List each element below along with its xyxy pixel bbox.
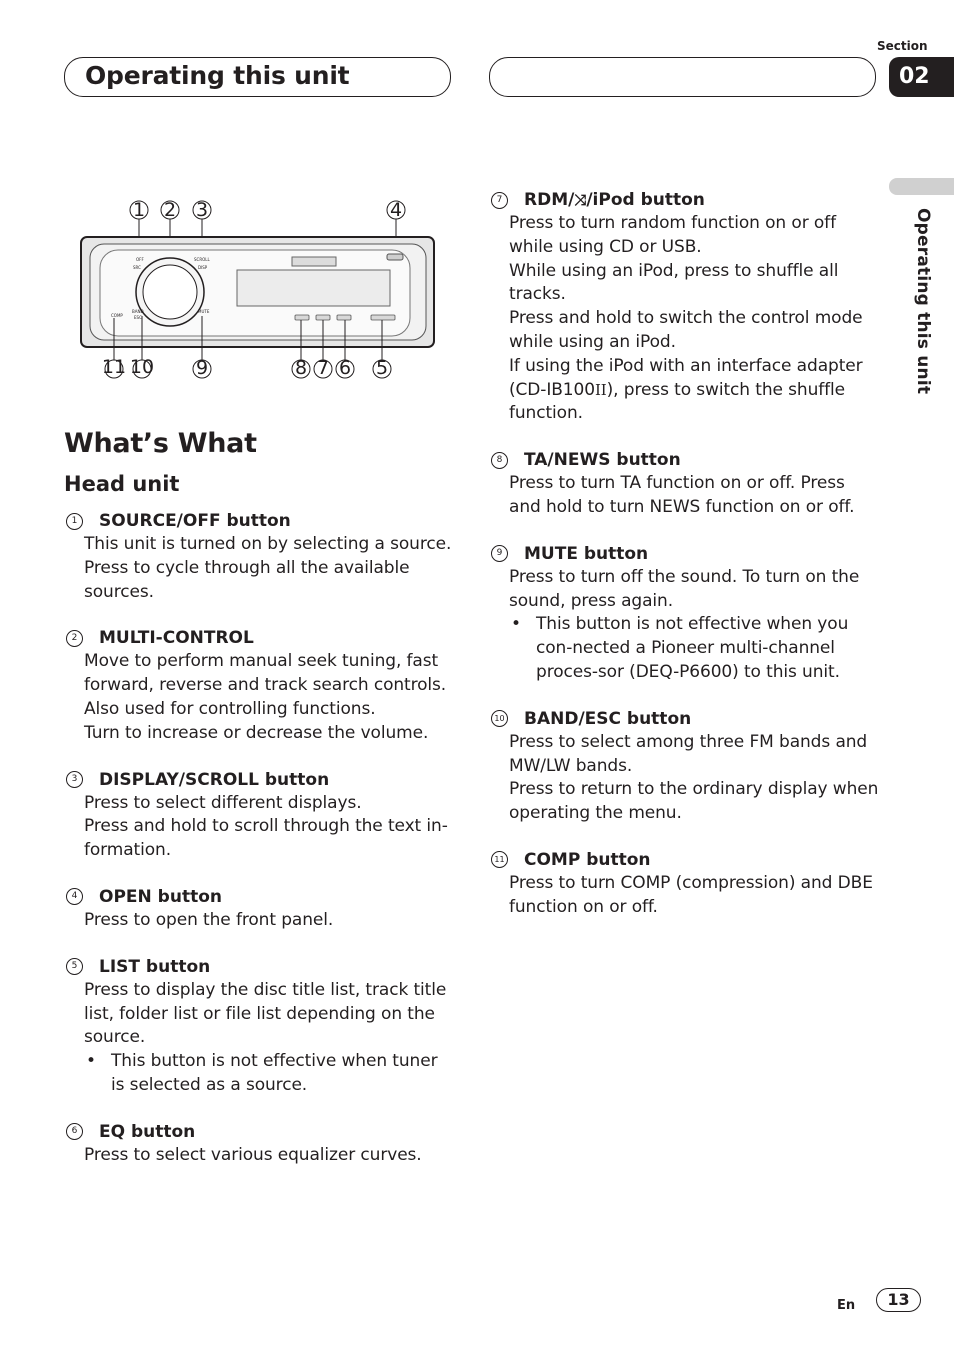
- callout-1: 1: [132, 199, 146, 221]
- item-line: This unit is turned on by selecting a source.: [84, 534, 452, 554]
- item-number: 2: [66, 630, 83, 647]
- item-line: Move to perform manual seek tuning, fast forward, reverse and track search controls.: [84, 651, 447, 696]
- item-line: Press to turn COMP (compression) and DBE function on or off.: [509, 872, 873, 917]
- panel-label-comp: COMP: [111, 313, 123, 318]
- item-number: 1: [66, 513, 83, 530]
- item-number: 10: [491, 710, 508, 727]
- right-column: [489, 188, 881, 942]
- item-number: 9: [491, 545, 508, 562]
- header-title-pill: [64, 57, 451, 97]
- item-title: DISPLAY/SCROLL button: [99, 769, 330, 790]
- item-11: [489, 848, 881, 920]
- item-title: LIST button: [99, 956, 211, 977]
- panel-label-off: OFF: [136, 257, 144, 262]
- header-title: Operating this unit: [85, 61, 350, 90]
- callout-2: 2: [163, 199, 177, 221]
- item-title: TA/NEWS button: [524, 450, 681, 471]
- item-title: EQ button: [99, 1121, 196, 1142]
- item-line: Press to cycle through all the available sources.: [84, 557, 410, 602]
- side-tab-text: Operating this unit: [913, 208, 933, 395]
- page-heading: What’s What: [64, 428, 257, 459]
- item-line: Press to turn random function on or off while using CD or USB.: [509, 213, 836, 257]
- callouts-top: [130, 199, 405, 221]
- item-title: BAND/ESC button: [524, 708, 692, 729]
- page-subheading: Head unit: [64, 472, 180, 496]
- item-4: [64, 885, 456, 933]
- callout-8: 8: [294, 357, 308, 379]
- item-title: MUTE button: [524, 543, 649, 564]
- item-number: 3: [66, 771, 83, 788]
- callout-7: 7: [316, 357, 330, 379]
- item-number: 5: [66, 958, 83, 975]
- panel-label-band: BAND: [132, 309, 144, 314]
- panel-label-scroll: SCROLL: [194, 257, 210, 262]
- item-line: Turn to increase or decrease the volume.: [84, 722, 429, 743]
- section-number-tab: 02: [889, 57, 954, 97]
- panel-label-mute: MUTE: [198, 309, 210, 314]
- item-number: 4: [66, 888, 83, 905]
- item-line: Press to turn off the sound. To turn on the sound, press again.: [509, 566, 860, 611]
- head-unit-illustration: [64, 192, 456, 392]
- item-6: [64, 1120, 456, 1168]
- bullet-note: • This button is not effective when you con-nected a Pioneer multi-channel proces-sor (DEQ-P6600) to this unit.: [511, 614, 849, 682]
- callouts-bottom: [102, 356, 391, 379]
- footer-language: En: [837, 1298, 856, 1313]
- item-line: Press to select among three FM bands and MW/LW bands.: [509, 731, 868, 776]
- item-10: [489, 707, 881, 826]
- callout-11: 11: [101, 356, 127, 378]
- section-label: Section: [877, 39, 928, 53]
- item-8: [489, 448, 881, 520]
- item-line: Press to turn TA function on or off. Press and hold to turn NEWS function on or off.: [509, 473, 855, 517]
- item-line: Press to display the disc title list, track title list, folder list or file list depending on the source.: [84, 979, 447, 1048]
- header-blank-pill: [489, 57, 876, 97]
- item-number: 7: [491, 192, 508, 209]
- item-line: Press to select different displays.: [84, 792, 362, 813]
- panel-label-disp: DISP: [198, 265, 208, 270]
- item-line: While using an iPod, press to shuffle all tracks.: [509, 260, 839, 305]
- item-2: [64, 626, 456, 745]
- item-7: [489, 188, 881, 426]
- panel-label-src: SRC: [133, 265, 141, 270]
- left-column: [64, 509, 456, 1190]
- item-number: 6: [66, 1123, 83, 1140]
- item-number: 8: [491, 452, 508, 469]
- callout-4: 4: [389, 199, 403, 221]
- item-title: MULTI-CONTROL: [99, 628, 254, 649]
- item-1: [64, 509, 456, 604]
- item-title: COMP button: [524, 849, 651, 870]
- shuffle-icon: ⤨: [574, 191, 587, 209]
- item-line: Press and hold to scroll through the text in-formation.: [84, 816, 448, 861]
- bullet-note: • This button is not effective when tuner is selected as a source.: [86, 1051, 438, 1095]
- item-line: Also used for controlling functions.: [84, 698, 376, 719]
- item-9: [489, 542, 881, 685]
- item-3: [64, 768, 456, 863]
- callout-3: 3: [195, 199, 209, 221]
- item-title: OPEN button: [99, 886, 222, 907]
- item-line: Press to select various equalizer curves.: [84, 1144, 422, 1165]
- callout-10: 10: [129, 356, 155, 378]
- item-number: 11: [491, 851, 508, 868]
- panel-label-esc: ESC: [134, 315, 142, 320]
- item-line: Press to return to the ordinary display when operating the menu.: [509, 779, 879, 824]
- callout-9: 9: [195, 357, 209, 379]
- item-line: Press and hold to switch the control mode while using an iPod.: [509, 308, 863, 352]
- item-line: Press to open the front panel.: [84, 909, 334, 930]
- item-line: If using the iPod with an interface adapter (CD-IB100II), press to switch the shuffle function.: [509, 355, 863, 424]
- callout-5: 5: [375, 357, 389, 379]
- page-number: 13: [876, 1288, 921, 1312]
- item-title: RDM/⤨/iPod button: [524, 190, 705, 210]
- item-5: [64, 955, 456, 1098]
- callout-6: 6: [338, 357, 352, 379]
- side-index-tab: [889, 178, 954, 195]
- item-title: SOURCE/OFF button: [99, 511, 291, 531]
